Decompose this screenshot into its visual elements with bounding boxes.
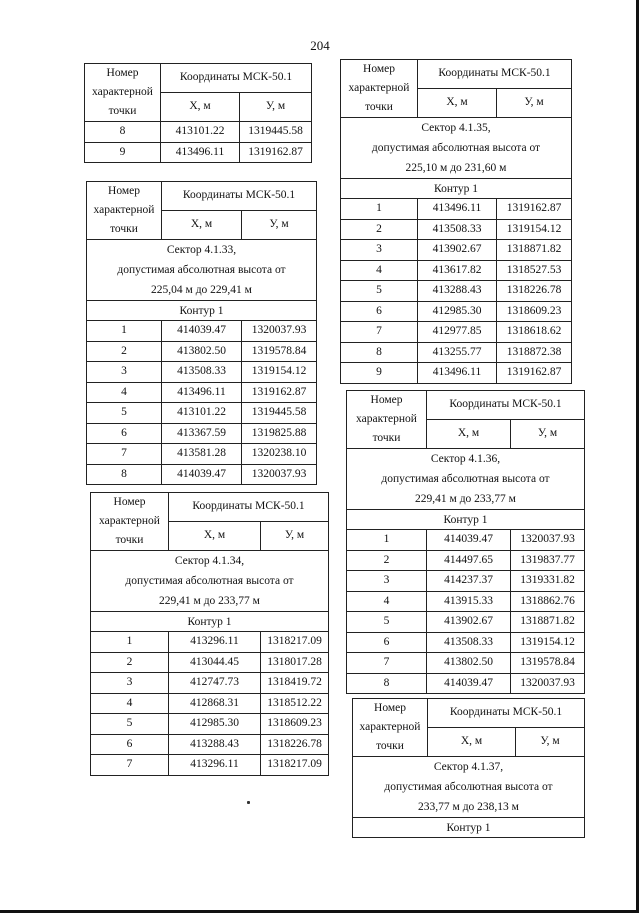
y-coordinate: 1318609.23 [497,301,572,322]
point-number: 2 [87,341,162,362]
y-coordinate: 1318862.76 [511,591,585,612]
point-number: 1 [91,632,169,653]
y-coordinate: 1319331.82 [511,571,585,592]
x-coordinate: 413496.11 [418,199,497,220]
sector-title [87,240,317,301]
y-coordinate: 1318217.09 [261,632,329,653]
header-point-number: Номер характерной точки [87,182,162,240]
table-row [91,673,329,694]
y-coordinate: 1318512.22 [261,693,329,714]
x-coordinate: 412747.73 [169,673,261,694]
y-coordinate: 1318419.72 [261,673,329,694]
coordinates-table [84,63,312,163]
point-number: 2 [91,652,169,673]
header-coordinates: Координаты МСК-50.1 [162,182,317,211]
y-coordinate: 1319445.58 [240,122,312,143]
point-number: 3 [347,571,427,592]
y-coordinate: 1320037.93 [511,673,585,694]
sector-line: 225,10 м до 231,60 м [405,162,507,174]
header-point-number: Номер характерной точки [353,699,428,757]
sector-title [91,551,329,612]
table-row [91,755,329,776]
table-row [341,342,572,363]
table-row [347,591,585,612]
y-coordinate: 1318226.78 [261,734,329,755]
x-coordinate: 413288.43 [418,281,497,302]
contour-label: Контур 1 [353,818,585,838]
table-row [85,122,312,143]
scan-mark [247,801,250,804]
x-coordinate: 413508.33 [162,362,242,383]
table-row [341,301,572,322]
point-number: 8 [341,342,418,363]
point-number: 6 [91,734,169,755]
table-row [347,632,585,653]
point-number: 3 [341,240,418,261]
y-coordinate: 1320037.93 [511,530,585,551]
x-coordinate: 413101.22 [161,122,240,143]
x-coordinate: 413296.11 [169,632,261,653]
table-row [347,550,585,571]
table-row [347,530,585,551]
point-number: 9 [341,363,418,384]
table-row [91,632,329,653]
x-coordinate: 412985.30 [418,301,497,322]
x-coordinate: 413508.33 [427,632,511,653]
point-number: 8 [347,673,427,694]
header-x: Х, м [161,92,240,121]
header-x: Х, м [162,210,242,239]
x-coordinate: 414237.37 [427,571,511,592]
x-coordinate: 412868.31 [169,693,261,714]
header-x: Х, м [428,727,516,756]
point-number: 2 [341,219,418,240]
x-coordinate: 414039.47 [427,673,511,694]
x-coordinate: 414039.47 [427,530,511,551]
sector-line: Сектор 4.1.33, [166,244,237,256]
x-coordinate: 414039.47 [162,464,242,485]
y-coordinate: 1319162.87 [497,199,572,220]
x-coordinate: 414497.65 [427,550,511,571]
table-row [347,673,585,694]
coordinates-table [86,181,317,485]
point-number: 6 [341,301,418,322]
sector-title [347,449,585,510]
y-coordinate: 1318017.28 [261,652,329,673]
x-coordinate: 413255.77 [418,342,497,363]
coordinates-table [352,698,585,838]
table-row [347,612,585,633]
header-y: У, м [511,419,585,448]
x-coordinate: 413496.11 [162,382,242,403]
y-coordinate: 1320037.93 [242,464,317,485]
point-number: 8 [85,122,161,143]
sector-line: допустимая абсолютная высота от [125,575,294,587]
contour-label: Контур 1 [87,301,317,321]
y-coordinate: 1319154.12 [242,362,317,383]
sector-line: допустимая абсолютная высота от [371,142,541,154]
x-coordinate: 413902.67 [427,612,511,633]
table-row [87,362,317,383]
table-row [341,260,572,281]
sector-title [341,118,572,179]
point-number: 4 [91,693,169,714]
point-number: 2 [347,550,427,571]
sector-line: допустимая абсолютная высота от [117,264,286,276]
table-row [347,571,585,592]
point-number: 4 [341,260,418,281]
point-number: 5 [341,281,418,302]
table-row [91,714,329,735]
point-number: 7 [341,322,418,343]
header-coordinates: Координаты МСК-50.1 [427,391,585,420]
page-number: 204 [310,38,330,53]
sector-line: 233,77 м до 238,13 м [418,801,519,813]
y-coordinate: 1318871.82 [497,240,572,261]
table-row [341,199,572,220]
x-coordinate: 413496.11 [418,363,497,384]
table-row [87,382,317,403]
header-x: Х, м [427,419,511,448]
point-number: 1 [87,321,162,342]
table-row [91,693,329,714]
table-row [347,653,585,674]
point-number: 5 [91,714,169,735]
sector-line: Сектор 4.1.35, [421,122,491,134]
table-row [341,219,572,240]
sector-line: допустимая абсолютная высота от [384,781,553,793]
point-number: 5 [87,403,162,424]
point-number: 9 [85,142,161,163]
x-coordinate: 413101.22 [162,403,242,424]
y-coordinate: 1319162.87 [497,363,572,384]
sector-line: 225,04 м до 229,41 м [151,284,252,296]
contour-label: Контур 1 [91,612,329,632]
y-coordinate: 1318618.62 [497,322,572,343]
y-coordinate: 1319578.84 [511,653,585,674]
y-coordinate: 1320037.93 [242,321,317,342]
x-coordinate: 413802.50 [162,341,242,362]
header-y: У, м [242,210,317,239]
y-coordinate: 1320238.10 [242,444,317,465]
point-number: 6 [347,632,427,653]
sector-line: допустимая абсолютная высота от [381,473,550,485]
x-coordinate: 413367.59 [162,423,242,444]
x-coordinate: 413288.43 [169,734,261,755]
sector-line: Сектор 4.1.37, [433,761,504,773]
table-row [91,652,329,673]
header-x: Х, м [169,521,261,550]
header-point-number: Номер характерной точки [341,60,418,118]
sector-title [353,757,585,818]
point-number: 7 [87,444,162,465]
x-coordinate: 413802.50 [427,653,511,674]
table-row [87,321,317,342]
table-row [87,464,317,485]
table-row [87,403,317,424]
sector-line: Сектор 4.1.36, [430,453,501,465]
point-number: 1 [347,530,427,551]
header-point-number: Номер характерной точки [347,391,427,449]
coordinates-table [90,492,329,776]
y-coordinate: 1319837.77 [511,550,585,571]
y-coordinate: 1318609.23 [261,714,329,735]
point-number: 1 [341,199,418,220]
y-coordinate: 1319162.87 [240,142,312,163]
table-row [341,240,572,261]
y-coordinate: 1319162.87 [242,382,317,403]
coordinates-table [340,59,572,384]
contour-label: Контур 1 [347,510,585,530]
table-row [87,444,317,465]
header-coordinates: Координаты МСК-50.1 [161,64,312,93]
header-coordinates: Координаты МСК-50.1 [418,60,572,89]
x-coordinate: 413617.82 [418,260,497,281]
header-y: У, м [261,521,329,550]
sector-line: 229,41 м до 233,77 м [415,493,516,505]
header-coordinates: Координаты МСК-50.1 [169,493,329,522]
y-coordinate: 1319154.12 [511,632,585,653]
x-coordinate: 413044.45 [169,652,261,673]
point-number: 3 [91,673,169,694]
y-coordinate: 1318217.09 [261,755,329,776]
table-row [87,423,317,444]
table-row [91,734,329,755]
point-number: 6 [87,423,162,444]
x-coordinate: 413496.11 [161,142,240,163]
x-coordinate: 412977.85 [418,322,497,343]
table-row [85,142,312,163]
y-coordinate: 1319578.84 [242,341,317,362]
point-number: 5 [347,612,427,633]
point-number: 3 [87,362,162,383]
y-coordinate: 1318871.82 [511,612,585,633]
point-number: 7 [347,653,427,674]
point-number: 4 [87,382,162,403]
coordinates-table [346,390,585,694]
header-point-number: Номер характерной точки [91,493,169,551]
header-y: У, м [497,88,572,117]
x-coordinate: 412985.30 [169,714,261,735]
y-coordinate: 1319445.58 [242,403,317,424]
header-y: У, м [240,92,312,121]
y-coordinate: 1319154.12 [497,219,572,240]
point-number: 7 [91,755,169,776]
header-coordinates: Координаты МСК-50.1 [428,699,585,728]
header-y: У, м [516,727,585,756]
sector-line: 229,41 м до 233,77 м [159,595,260,607]
x-coordinate: 413581.28 [162,444,242,465]
x-coordinate: 413508.33 [418,219,497,240]
x-coordinate: 413296.11 [169,755,261,776]
x-coordinate: 413902.67 [418,240,497,261]
header-x: Х, м [418,88,497,117]
x-coordinate: 414039.47 [162,321,242,342]
header-point-number: Номер характерной точки [85,64,161,122]
y-coordinate: 1318872.38 [497,342,572,363]
point-number: 4 [347,591,427,612]
y-coordinate: 1319825.88 [242,423,317,444]
y-coordinate: 1318226.78 [497,281,572,302]
table-row [341,281,572,302]
x-coordinate: 413915.33 [427,591,511,612]
table-row [341,363,572,384]
point-number: 8 [87,464,162,485]
sector-line: Сектор 4.1.34, [174,555,245,567]
contour-label: Контур 1 [341,179,572,199]
table-row [341,322,572,343]
table-row [87,341,317,362]
y-coordinate: 1318527.53 [497,260,572,281]
